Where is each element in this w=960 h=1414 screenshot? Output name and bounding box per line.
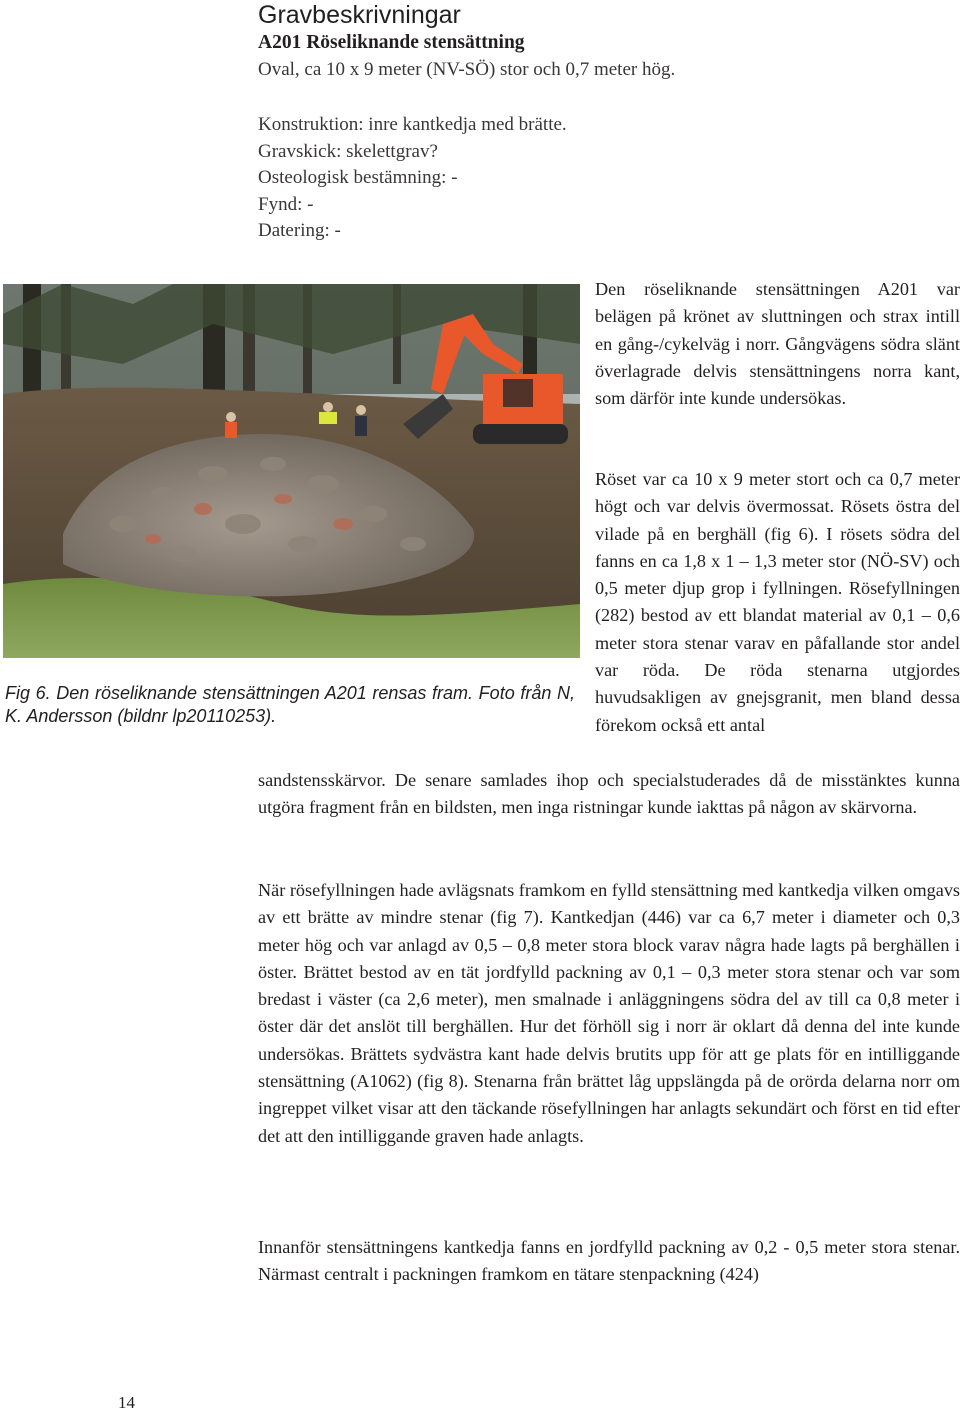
grave-size-line: Oval, ca 10 x 9 meter (NV-SÖ) stor och 0,7 meter hög.: [258, 59, 676, 80]
excavation-photo: [3, 284, 580, 658]
detail-dating: Datering: -: [258, 220, 341, 241]
grave-title: A201 Röseliknande stensättning: [258, 32, 525, 53]
paragraph-kerb: När rösefyllningen hade avlägsnats framkom en fylld stensättning med kantkedja vilken omgavs av ett brätte av mindre stenar (fig 7). Kantkedjan (446) var ca 6,7 meter i diameter och 0,3 meter hög och var anlagd av 0,5 – 0,8 meter stora block varav några hade lagts på berghällen i öster. Brättet bestod av en tät jordfylld packning av 0,1 – 0,3 meter stora stenar och var som bredast i väster (ca 2,6 meter), men smalnade i anläggningens södra del av till ca 0,8 meter i öster där det anslöt till berghällen. Hur det förhöll sig i norr är oklart då denna del inte kunde undersökas. Brättets sydvästra kant hade delvis brutits upp för att ge plats för en intilliggande stensättning (A1062) (fig 8). Stenarna från brättet låg uppslängda på de orörda delarna norr om ingreppet vilket visar att den täckande rösefyllningen har anlagts sekundärt och först en tid efter det att den intilliggande graven hade anlagts.: [258, 880, 960, 1146]
figure-caption: Fig 6. Den röseliknande stensättningen A201 rensas fram. Foto från N, K. Andersson (bildnr lp20110253).: [5, 683, 575, 726]
grave-attributes: [258, 57, 675, 84]
paragraph-cairn: Röset var ca 10 x 9 meter stort och ca 0,7 meter högt och var delvis övermossat. Rösets östra del vilade på en berghäll (fig 6). I rösets södra del fanns en ca 1,8 x 1 – 1,3 meter stor (NÖ-SV) och 0,5 meter djup grop i fyllningen. Rösefyllningen (282) bestod av ett blandat material av 0,1 – 0,6 meter stora stenar varav en påfallande stor andel var röda. De röda stenarna utgjordes huvudsakligen av gnejsgranit, men bland dessa förekom också ett antal: [595, 469, 960, 735]
page-number: 14: [118, 1393, 135, 1412]
detail-construction: Konstruktion: inre kantkedja med brätte.: [258, 114, 567, 135]
grave-details: [258, 112, 567, 245]
section-title: Gravbeskrivningar: [258, 1, 461, 29]
paragraph-cairn-continued: sandstensskärvor. De senare samlades ihop och specialstuderades då de misstänktes kunna utgöra fragment från en bildsten, men inga ristningar kunde iakttas på någon av skärvorna.: [258, 770, 960, 818]
detail-osteology: Osteologisk bestämning: -: [258, 167, 458, 188]
detail-finds: Fynd: -: [258, 193, 314, 215]
paragraph-location: Den röseliknande stensättningen A201 var belägen på krönet av sluttningen och strax intill en gång-/cykelväg i norr. Gångvägens södra slänt överlagrade delvis stensättningens norra kant, som därför inte kunde undersökas.: [595, 279, 960, 409]
detail-burial-type: Gravskick: skelettgrav?: [258, 140, 438, 162]
paragraph-packing: Innanför stensättningens kantkedja fanns en jordfylld packning av 0,2 - 0,5 meter stora stenar. Närmast centralt i packningen framkom en tätare stenpackning (424): [258, 1237, 960, 1285]
